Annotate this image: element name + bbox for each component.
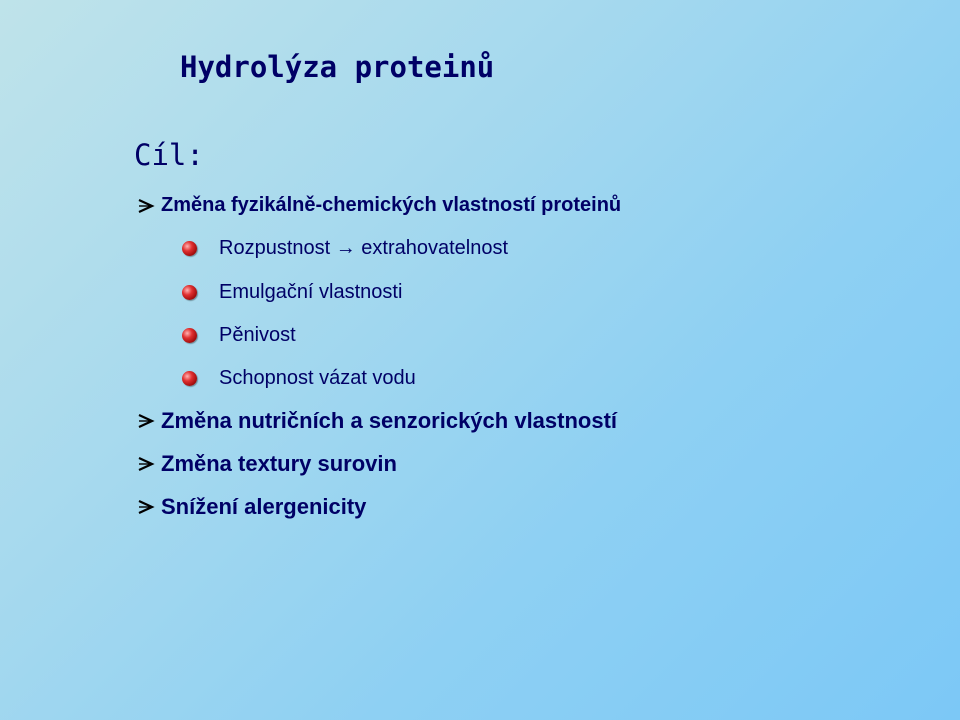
bullet-text: Změna textury surovin xyxy=(161,451,397,476)
sub-list-item xyxy=(182,367,416,390)
arrowhead-bullet-icon xyxy=(136,499,156,515)
bullet-text: Snížení alergenicity xyxy=(161,494,367,519)
sub-list-item xyxy=(182,281,402,304)
arrowhead-bullet-icon xyxy=(136,456,156,472)
red-ball-bullet-icon xyxy=(182,371,197,386)
goal-label: Cíl: xyxy=(134,138,204,172)
bullet-text: Změna fyzikálně-chemických vlastností proteinů xyxy=(161,194,622,216)
bullet-item xyxy=(136,494,366,520)
red-ball-bullet-icon xyxy=(182,285,197,300)
sub-item-text: Emulgační vlastnosti xyxy=(219,281,403,303)
sub-item-text: Schopnost vázat vodu xyxy=(219,367,416,389)
slide-title: Hydrolýza proteinů xyxy=(180,50,495,84)
arrowhead-bullet-icon xyxy=(136,413,156,429)
bullet-text: Změna nutričních a senzorických vlastností xyxy=(161,408,618,433)
sub-list-item xyxy=(182,324,296,347)
sub-item-text: Rozpustnost → extrahovatelnost xyxy=(219,237,509,259)
arrowhead-bullet-icon xyxy=(136,198,156,214)
bullet-item xyxy=(136,408,617,434)
sub-list-item xyxy=(182,237,508,260)
sub-item-text: Pěnivost xyxy=(219,324,296,346)
bullet-item xyxy=(136,194,621,217)
red-ball-bullet-icon xyxy=(182,328,197,343)
red-ball-bullet-icon xyxy=(182,241,197,256)
bullet-item xyxy=(136,451,397,477)
